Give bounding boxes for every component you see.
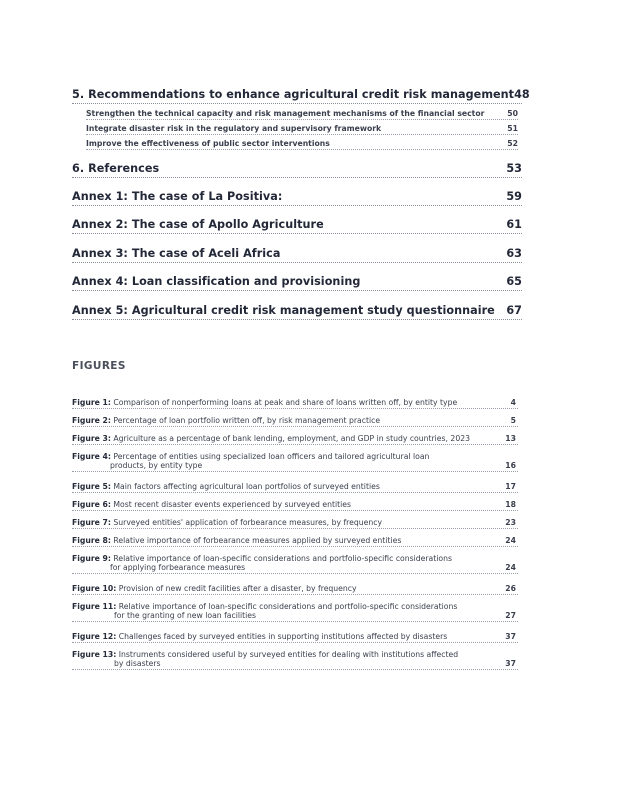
toc-subentry-public-sector[interactable] bbox=[86, 139, 518, 150]
figure-label: Figure 1: bbox=[72, 398, 111, 407]
figure-page: 37 bbox=[505, 632, 516, 641]
figure-title: Instruments considered useful by surveyed entities for dealing with institutions affected bbox=[118, 650, 459, 659]
toc-entry-annex-1[interactable] bbox=[72, 190, 522, 206]
toc-entry-label: Annex 4: Loan classification and provisioning bbox=[72, 275, 361, 288]
toc-entry-label: Annex 5: Agricultural credit risk management study questionnaire bbox=[72, 304, 495, 317]
toc-subentry-page: 51 bbox=[507, 124, 518, 133]
toc-entry-section-5[interactable] bbox=[72, 88, 530, 104]
figures-heading: FIGURES bbox=[72, 360, 126, 372]
figure-entry-8[interactable] bbox=[72, 536, 518, 547]
toc-entry-annex-3[interactable] bbox=[72, 247, 522, 263]
toc-subentry-page: 52 bbox=[507, 139, 518, 148]
figure-label: Figure 6: bbox=[72, 500, 111, 509]
toc-entry-references[interactable] bbox=[72, 162, 522, 178]
toc-subentry-label: Improve the effectiveness of public sector interventions bbox=[86, 139, 330, 148]
toc-subentry-integrate-disaster-risk[interactable] bbox=[86, 124, 518, 135]
toc-entry-page: 63 bbox=[506, 247, 522, 260]
toc-entry-page: 48 bbox=[514, 88, 530, 101]
figure-label: Figure 10: bbox=[72, 584, 117, 593]
toc-entry-annex-4[interactable] bbox=[72, 275, 522, 291]
figure-entry-6[interactable] bbox=[72, 500, 518, 511]
toc-entry-page: 53 bbox=[506, 162, 522, 175]
figure-title: Relative importance of forbearance measures applied by surveyed entities bbox=[113, 536, 402, 545]
toc-entry-label: Annex 2: The case of Apollo Agriculture bbox=[72, 218, 324, 231]
figure-label: Figure 4: bbox=[72, 452, 111, 461]
toc-entry-label: Annex 1: The case of La Positiva: bbox=[72, 190, 283, 203]
figure-page: 23 bbox=[505, 518, 516, 527]
figure-page: 17 bbox=[505, 482, 516, 491]
figure-page: 24 bbox=[505, 563, 516, 572]
figure-entry-5[interactable] bbox=[72, 482, 518, 493]
figure-page: 24 bbox=[505, 536, 516, 545]
figure-page: 18 bbox=[505, 500, 516, 509]
figure-page: 13 bbox=[505, 434, 516, 443]
figure-title: Provision of new credit facilities after a disaster, by frequency bbox=[118, 584, 357, 593]
figure-title-continued: for the granting of new loan facilities bbox=[114, 611, 257, 620]
figure-label: Figure 7: bbox=[72, 518, 111, 527]
figure-entry-4[interactable] bbox=[72, 452, 518, 472]
figure-entry-10[interactable] bbox=[72, 584, 518, 595]
toc-entry-label: 6. References bbox=[72, 162, 160, 175]
figure-label: Figure 3: bbox=[72, 434, 111, 443]
figure-entry-12[interactable] bbox=[72, 632, 518, 643]
figure-page: 4 bbox=[510, 398, 516, 407]
figure-label: Figure 12: bbox=[72, 632, 117, 641]
figure-page: 5 bbox=[510, 416, 516, 425]
toc-entry-annex-5[interactable] bbox=[72, 304, 522, 320]
toc-subentry-strengthen-capacity[interactable] bbox=[86, 109, 518, 120]
figure-label: Figure 5: bbox=[72, 482, 111, 491]
figure-title: Comparison of nonperforming loans at peak and share of loans written off, by entity type bbox=[113, 398, 458, 407]
figure-title: Main factors affecting agricultural loan portfolios of surveyed entities bbox=[113, 482, 380, 491]
figure-label: Figure 2: bbox=[72, 416, 111, 425]
figure-page: 37 bbox=[505, 659, 516, 668]
toc-entry-label: 5. Recommendations to enhance agricultural credit risk management bbox=[72, 88, 515, 101]
figure-title: Relative importance of loan-specific considerations and portfolio-specific considerations bbox=[113, 554, 452, 563]
toc-entry-page: 61 bbox=[506, 218, 522, 231]
figure-entry-2[interactable] bbox=[72, 416, 518, 427]
figure-entry-7[interactable] bbox=[72, 518, 518, 529]
figure-label: Figure 8: bbox=[72, 536, 111, 545]
toc-subentry-label: Integrate disaster risk in the regulatory and supervisory framework bbox=[86, 124, 382, 133]
figure-page: 16 bbox=[505, 461, 516, 470]
toc-entry-page: 65 bbox=[506, 275, 522, 288]
figure-title: Relative importance of loan-specific considerations and portfolio-specific considerations bbox=[118, 602, 458, 611]
figure-label: Figure 13: bbox=[72, 650, 117, 659]
figure-title-continued: by disasters bbox=[114, 659, 161, 668]
figure-title: Percentage of loan portfolio written off, by risk management practice bbox=[113, 416, 381, 425]
toc-entry-annex-2[interactable] bbox=[72, 218, 522, 234]
toc-entry-page: 59 bbox=[506, 190, 522, 203]
figure-label: Figure 11: bbox=[72, 602, 117, 611]
toc-subentry-page: 50 bbox=[507, 109, 518, 118]
toc-entry-page: 67 bbox=[506, 304, 522, 317]
toc-subentry-label: Strengthen the technical capacity and risk management mechanisms of the financial sector bbox=[86, 109, 485, 118]
figure-title: Surveyed entities' application of forbearance measures, by frequency bbox=[113, 518, 382, 527]
figure-entry-9[interactable] bbox=[72, 554, 518, 574]
figure-entry-13[interactable] bbox=[72, 650, 518, 670]
figure-title: Challenges faced by surveyed entities in supporting institutions affected by disasters bbox=[118, 632, 448, 641]
figure-title: Most recent disaster events experienced by surveyed entities bbox=[113, 500, 352, 509]
toc-entry-label: Annex 3: The case of Aceli Africa bbox=[72, 247, 281, 260]
figure-title: Percentage of entities using specialized loan officers and tailored agricultural loan bbox=[113, 452, 430, 461]
figure-title: Agriculture as a percentage of bank lending, employment, and GDP in study countries, 2023 bbox=[113, 434, 470, 443]
figure-title-continued: products, by entity type bbox=[110, 461, 203, 470]
figure-entry-3[interactable] bbox=[72, 434, 518, 445]
figure-page: 27 bbox=[505, 611, 516, 620]
figure-page: 26 bbox=[505, 584, 516, 593]
figure-entry-11[interactable] bbox=[72, 602, 518, 622]
figure-entry-1[interactable] bbox=[72, 398, 518, 409]
figure-title-continued: for applying forbearance measures bbox=[110, 563, 246, 572]
figure-label: Figure 9: bbox=[72, 554, 111, 563]
